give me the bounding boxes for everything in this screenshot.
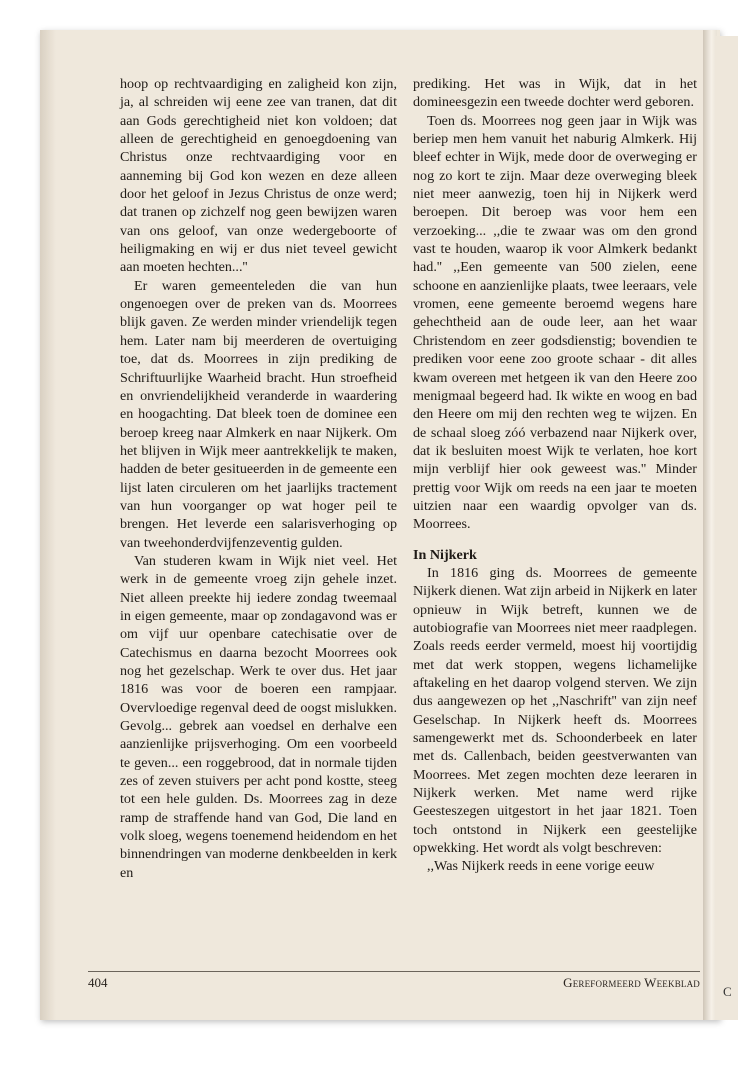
paragraph: prediking. Het was in Wijk, dat in het domineesgezin een tweede dochter werd geboren. (413, 76, 697, 111)
page-number: 404 (88, 975, 108, 990)
adjacent-page (715, 36, 738, 1020)
running-title: Gereformeerd Weekblad (563, 975, 700, 990)
footer-rule (88, 971, 700, 972)
page-edge-shadow (40, 30, 56, 1020)
paragraph: Van studeren kwam in Wijk niet veel. Het werk in de gemeente vroeg zijn gehele inzet. Niet alleen preekte hij iedere zondag tweemaal in eigen gemeente, maar op zondagavond was er om vijf uur openbare catechisatie over de Catechismus en daarna bezocht Moorrees ook nog het gezelschap. Werk te over dus. Het jaar 1816 was voor de boeren een rampjaar. Overvloedige regenval deed de oogst mislukken. Gevolg... gebrek aan voedsel en derhalve een aanzienlijke prijsverhoging. Om een voorbeeld te geven... een roggebrood, dat in normale tijden zes of zeven stuivers per acht pond kostte, steeg tot een hele gulden. Ds. Moorrees zag in deze ramp de straffende hand van God, Die land en volk sloeg, wegens toenemend heidendom en het binnendringen van moderne denkbeelden in kerk en (120, 552, 397, 881)
left-column (120, 75, 397, 882)
paragraph: In 1816 ging ds. Moorrees de gemeente Nijkerk dienen. Wat zijn arbeid in Nijkerk en later opnieuw in Wijk betreft, kunnen we de autobiografie van Moorrees niet meer raadplegen. Zoals reeds eerder vermeld, moest hij voortijdig met dat werk stoppen, wegens lichamelijke aftakeling en het daarop volgend sterven. We zijn dus aangewezen op het ,,Naschrift'' van zijn neef Geselschap. In Nijkerk heeft ds. Moorrees samengewerkt met ds. Schoonderbeek en later met ds. Callenbach, beiden geestverwanten van Moorrees. Met zegen mochten deze leeraren in Nijkerk werken. Met name werd rijke Geesteszegen uitgestort in het jaar 1821. Toen toch ontstond in Nijkerk een geestelijke opwekking. Het wordt als volgt beschreven: (413, 564, 697, 857)
paragraph: ,,Was Nijkerk reeds in eene vorige eeuw (427, 858, 655, 875)
adjacent-page-fragment: C (723, 984, 732, 999)
paragraph: Er waren gemeenteleden die van hun ongenoegen over de preken van ds. Moorrees blijk gaven. Ze werden minder vriendelijk tegen hem. Later nam bij meerderen de overtuiging toe, dat ds. Moorrees in zijn prediking de Schriftuurlijke Waarheid bracht. Hun stroefheid en onvriendelijkheid veranderde in waardering en hoogachting. Dat bleek toen de dominee een beroep kreeg naar Almkerk en naar Nijkerk. Om het blijven in Wijk meer aantrekkelijk te maken, hadden de beter gesitueerden in de gemeente een lijst laten circuleren om het jaarlijks tractement van hun voorganger op wat hoger peil te brengen. Het leverde een salarisverhoging op van tweehonderdvijfenzeventig gulden. (120, 277, 397, 551)
paragraph: hoop op rechtvaardiging en zaligheid kon zijn, ja, al schreiden wij eene zee van tranen, dat dit aan Gods gerechtigheid niet kon voldoen; dat alleen de gerechtigheid en genoegdoening van Christus onze rechtvaardiging voor en aanneming bij God kon wezen en deze alleen door het geloof in Jezus Christus de onze werd; dat tranen op zichzelf nog geen bewijzen waren van ons geloof, van onze wedergeboorte of heiligmaking en wij er dus niet teveel gewicht aan moeten hechten...'' (120, 76, 397, 276)
paragraph: Toen ds. Moorrees nog geen jaar in Wijk was beriep men hem vanuit het naburig Almkerk. Hij bleef echter in Wijk, mede door de overweging er nog zo kort te zijn. Maar deze overweging bleek niet meer aanwezig, toen hij in Nijkerk werd beroepen. Dit beroep was voor hem een verzoeking... ,,die te zwaar was om den grond vast te houden, waarop ik voor Almkerk bedankt had.'' ,,Een gemeente van 500 zielen, eene schoone en aanzienlijke plaats, twee leeraars, vele vromen, eene gemeente beroemd wegens hare gehechtheid aan de oude leer, aan het waar Christendom en zeer godsdienstig; bovendien te prediken voor eene zoo groote schaar - dit alles kwam overeen met hetgeen ik van den Heere zoo menigmaal begeerd had. Ik wikte en woog en bad den Heere om mij den rechten weg te wijzen. En de schaal sloeg zóó verbazend naar Nijkerk over, dat ik besluiten moest Wijk te verlaten, hoe kort mijn verblijf hier ook geweest was.'' Minder prettig voor Wijk om reeds na een jaar te moeten uitzien naar een waardig opvolger van ds. Moorrees. (413, 112, 697, 533)
section-heading: In Nijkerk (413, 546, 477, 563)
right-column (413, 75, 697, 876)
